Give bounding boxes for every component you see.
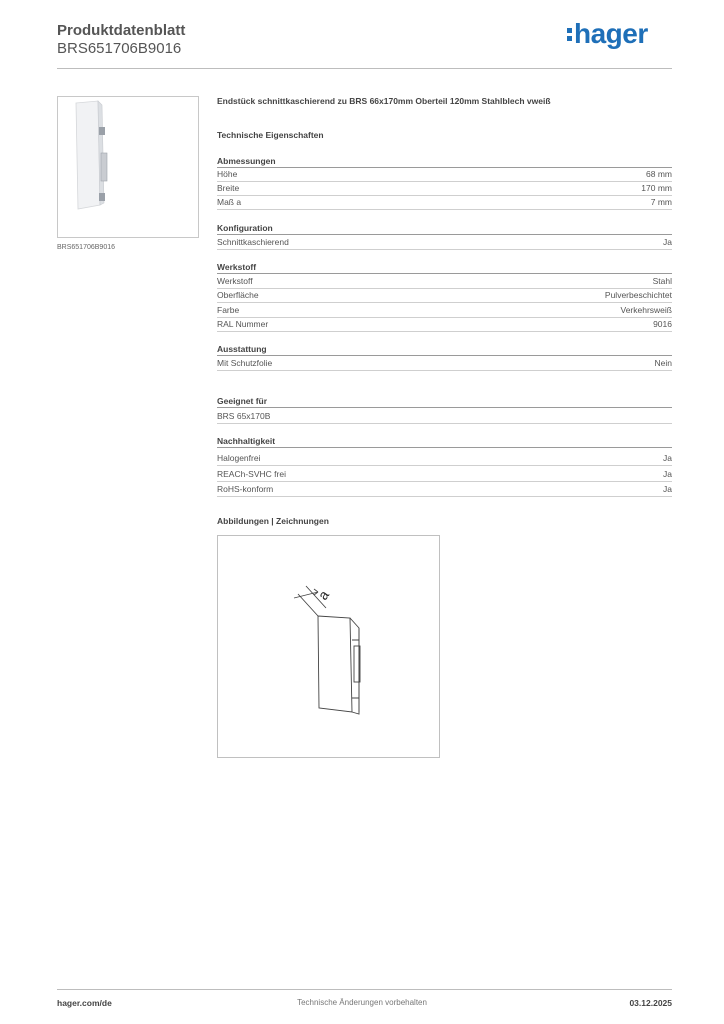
dimension-label: a [314, 587, 333, 603]
document-title: Produktdatenblatt [57, 22, 186, 39]
article-number: BRS651706B9016 [57, 40, 182, 57]
group-title-abmessungen: Abmessungen [217, 156, 672, 168]
group-title-werkstoff: Werkstoff [217, 262, 672, 274]
table-row: Maß a 7 mm [217, 196, 672, 210]
product-end-piece-icon [58, 97, 198, 237]
technical-drawing-icon [218, 536, 439, 757]
header-divider [57, 68, 672, 69]
group-title-nachhaltigkeit: Nachhaltigkeit [217, 436, 672, 448]
logo-dots-icon [567, 26, 572, 42]
table-row: BRS 65x170B [217, 410, 672, 424]
group-title-konfiguration: Konfiguration [217, 223, 672, 235]
table-row: Mit Schutzfolie Nein [217, 357, 672, 371]
technical-drawing [217, 535, 440, 758]
footer-notice: Technische Änderungen vorbehalten [297, 998, 427, 1007]
table-row: RoHS-konform Ja [217, 483, 672, 497]
table-row: Oberfläche Pulverbeschichtet [217, 289, 672, 303]
group-title-geeignet-fuer: Geeignet für [217, 396, 672, 408]
logo-text: hager [574, 18, 648, 49]
table-row: Werkstoff Stahl [217, 275, 672, 289]
technical-properties-title: Technische Eigenschaften [217, 130, 324, 140]
table-row: Schnittkaschierend Ja [217, 236, 672, 250]
table-row: Breite 170 mm [217, 182, 672, 196]
footer-date: 03.12.2025 [629, 998, 672, 1008]
product-image-caption: BRS651706B9016 [57, 244, 115, 251]
product-image [57, 96, 199, 238]
footer-divider [57, 989, 672, 990]
table-row: REACh-SVHC frei Ja [217, 468, 672, 482]
footer-website-link[interactable]: hager.com/de [57, 998, 112, 1008]
table-row: Farbe Verkehrsweiß [217, 304, 672, 318]
table-row: RAL Nummer 9016 [217, 318, 672, 332]
table-row: Halogenfrei Ja [217, 452, 672, 466]
document-header [57, 22, 185, 58]
product-description: Endstück schnittkaschierend zu BRS 66x170mm Oberteil 120mm Stahlblech vweiß [217, 96, 551, 106]
group-title-ausstattung: Ausstattung [217, 344, 672, 356]
table-row: Höhe 68 mm [217, 168, 672, 182]
drawings-title: Abbildungen | Zeichnungen [217, 516, 329, 526]
hager-logo [567, 18, 648, 50]
